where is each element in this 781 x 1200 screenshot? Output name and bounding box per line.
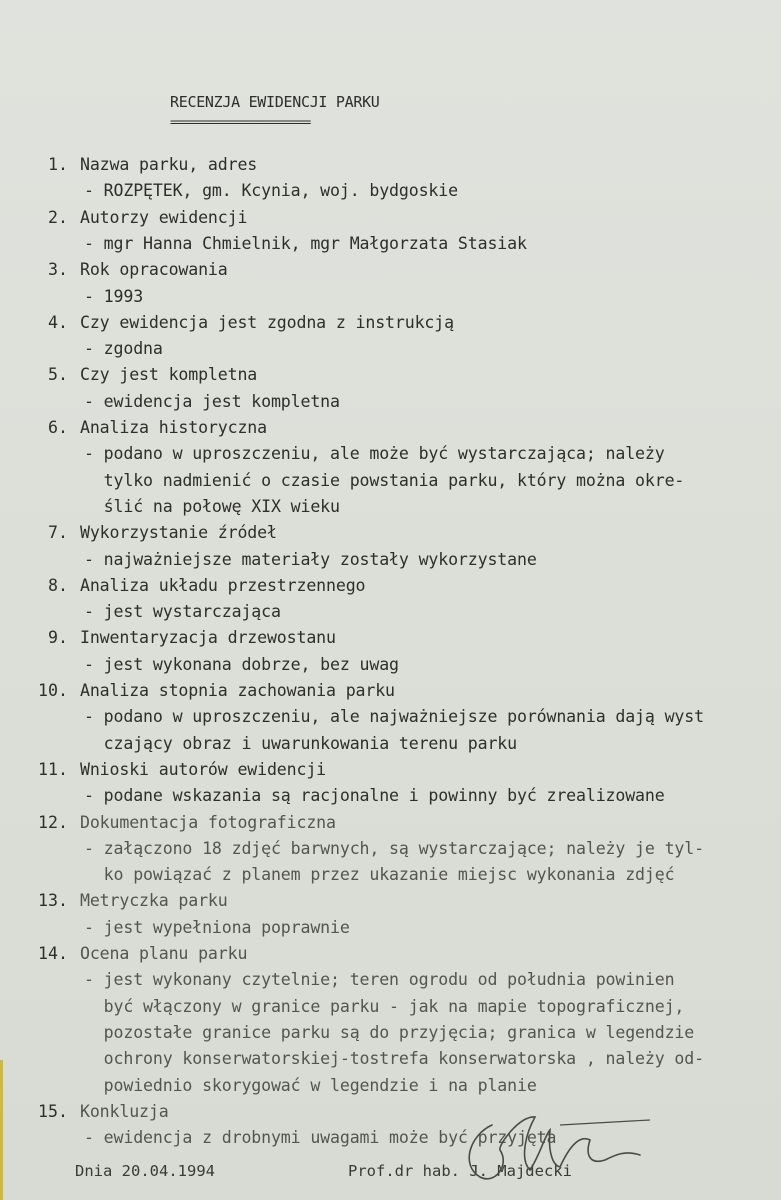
item-text-line: pozostałe granice parku są do przyjęcia; granica w legendzie	[84, 1022, 695, 1042]
item-heading: Rok opracowania	[80, 260, 228, 280]
item-text-line: - jest wypełniona poprawnie	[84, 917, 350, 937]
item-text-line: - ROZPĘTEK, gm. Kcynia, woj. bydgoskie	[84, 181, 458, 201]
item-heading: Wykorzystanie źródeł	[80, 523, 277, 543]
item-text-line: - jest wykonany czytelnie; teren ogrodu od południa powinien	[84, 970, 675, 990]
item-text-line: ochrony konserwatorskiej-tostrefa konserwatorska , należy od-	[84, 1049, 704, 1069]
item-text-line: - załączono 18 zdjęć barwnych, są wystarczające; należy je tyl-	[84, 838, 704, 858]
item-text-line: ślić na połowę XIX wieku	[84, 496, 340, 516]
item-text-line: - jest wystarczająca	[84, 602, 281, 622]
item-text-line: być włączony w granice parku - jak na mapie topograficznej,	[84, 996, 685, 1016]
item-heading: Nazwa parku, adres	[80, 155, 258, 174]
item-heading: Dokumentacja fotograficzna	[80, 812, 336, 832]
item-number: 4.	[48, 312, 68, 332]
item-heading: Analiza stopnia zachowania parku	[80, 681, 395, 700]
item-heading: Metryczka parku	[80, 891, 228, 911]
item-heading: Czy ewidencja jest zgodna z instrukcją	[80, 312, 454, 332]
item-heading: Analiza układu przestrzennego	[80, 575, 366, 595]
document-title: RECENZJA EWIDENCJI PARKU	[170, 93, 380, 111]
item-heading: Ocena planu parku	[80, 944, 248, 963]
date-line: Dnia 20.04.1994	[75, 1162, 215, 1180]
item-number: 13.	[38, 891, 68, 911]
item-heading: Konkluzja	[80, 1101, 169, 1121]
item-text-line: - podano w uproszczeniu, ale najważniejsze porównania dają wyst	[84, 707, 704, 727]
item-number: 15.	[38, 1101, 68, 1121]
page-edge	[0, 1060, 3, 1200]
item-text-line: - zgodna	[84, 339, 163, 359]
item-number: 1.	[48, 155, 68, 174]
handwritten-signature	[440, 1105, 680, 1185]
item-text-line: powiednio skorygować w legendzie i na planie	[84, 1075, 537, 1095]
item-text-line: ko powiązać z planem przez ukazanie miejsc wykonania zdjęć	[84, 865, 675, 885]
item-number: 10.	[38, 681, 68, 700]
item-number: 3.	[48, 260, 68, 280]
item-text-line: - najważniejsze materiały zostały wykorzystane	[84, 549, 537, 569]
item-text-line: - jest wykonana dobrze, bez uwag	[84, 654, 399, 674]
item-text-line: czający obraz i uwarunkowania terenu parku	[84, 733, 517, 753]
item-heading: Wnioski autorów ewidencji	[80, 759, 327, 779]
item-text-line: tylko nadmienić o czasie powstania parku, który można okre-	[84, 470, 685, 490]
reviewer-name: Prof.dr hab. J. Majdecki	[348, 1162, 572, 1180]
item-heading: Autorzy ewidencji	[80, 207, 248, 227]
item-text-line: - mgr Hanna Chmielnik, mgr Małgorzata Stasiak	[84, 233, 527, 253]
item-number: 5.	[48, 365, 68, 385]
item-number: 6.	[48, 418, 68, 437]
item-number: 12.	[38, 812, 68, 832]
item-heading: Czy jest kompletna	[80, 365, 258, 385]
item-heading: Analiza historyczna	[80, 418, 267, 437]
item-text-line: - podane wskazania są racjonalne i powinny być zrealizowane	[84, 786, 665, 806]
item-number: 2.	[48, 207, 68, 227]
item-text-line: - ewidencja jest kompletna	[84, 391, 340, 411]
item-text-line: - 1993	[84, 286, 144, 306]
item-number: 7.	[48, 523, 68, 543]
item-number: 8.	[48, 575, 68, 595]
item-number: 11.	[38, 759, 68, 779]
title-underline: ========================	[170, 115, 310, 129]
item-text-line: - podano w uproszczeniu, ale może być wystarczająca; należy	[84, 444, 665, 464]
item-number: 9.	[48, 628, 68, 648]
item-number: 14.	[38, 944, 68, 963]
item-heading: Inwentaryzacja drzewostanu	[80, 628, 336, 648]
item-text-line: - ewidencja z drobnymi uwagami może być przyjęta	[84, 1128, 557, 1148]
